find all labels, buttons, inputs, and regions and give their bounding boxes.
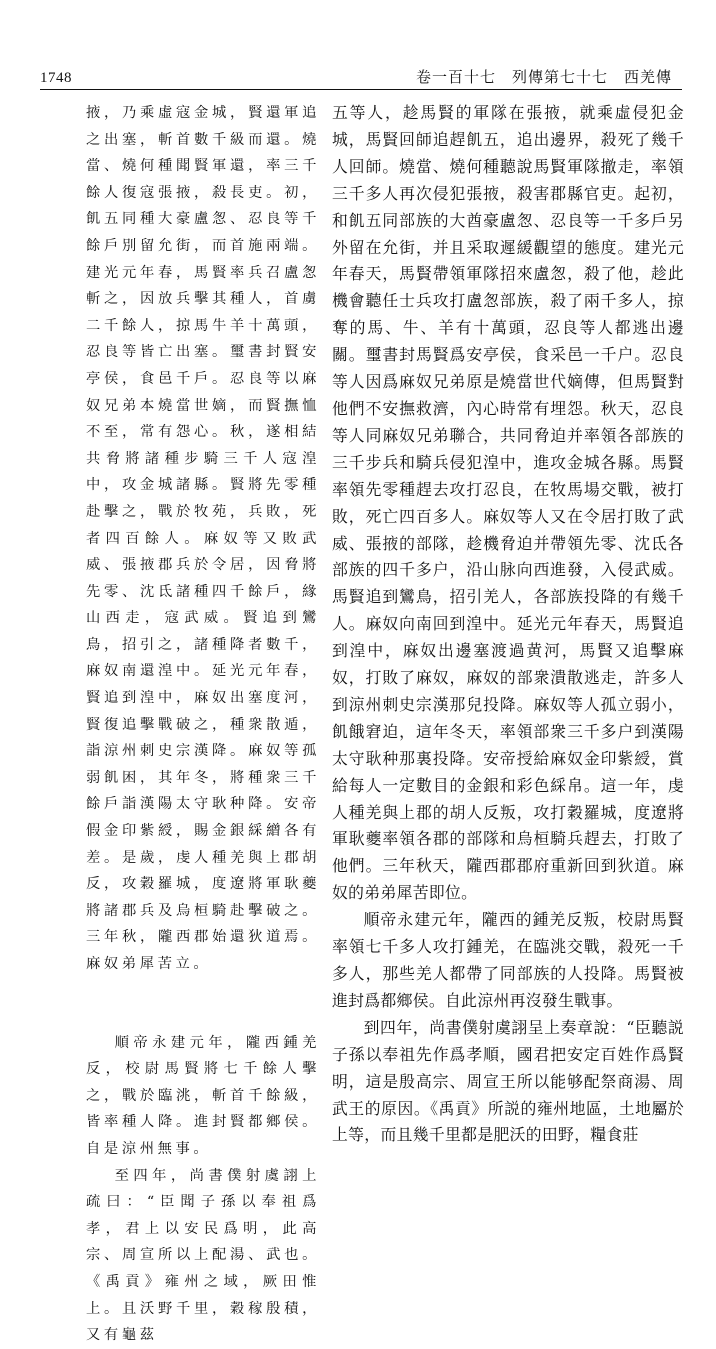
classical-paragraph-3: 至四年，尚書僕射虞詡上疏曰：“臣聞子孫以奉祖爲孝，君上以安民爲明，此高宗、周宣所以上配湯、武也。《禹貢》雍州之域，厥田惟上。且沃野千里，穀稼殷積，又有龜茲	[86, 1167, 320, 1344]
page-number: 1748	[40, 70, 72, 86]
translation-paragraph-2: 順帝永建元年，隴西的鍾羌反叛，校尉馬賢率領七千多人攻打鍾羌，在臨洮交戰，殺死一千多人，那些羌人都帶了同部族的人投降。馬賢被進封爲都鄉侯。自此涼州再沒發生戰事。	[332, 910, 684, 1010]
classical-paragraph-2: 順帝永建元年，隴西鍾羌反，校尉馬賢將七千餘人擊之，戰於臨洮，斬首千餘級，皆率種人降。進封賢都鄉侯。自是涼州無事。	[86, 1034, 320, 1157]
translation-text-column	[332, 100, 684, 1145]
classical-text-column	[86, 100, 320, 1344]
translation-paragraph-1: 五等人，趁馬賢的軍隊在張掖，就乘虛侵犯金城，馬賢回師追趕飢五，追出邊界，殺死了幾千人回師。燒當、燒何種聽說馬賢軍隊撤走，率領三千多人再次侵犯張掖，殺害郡縣官吏。起初，和飢五同部族的大酋豪盧怱、忍良等一千多戶另外留在允街，并且采取遲緩觀望的態度。建光元年春天，馬賢帶領軍隊招來盧怱，殺了他，趁此機會聽任士兵攻打盧怱部族，殺了兩千多人，掠奪的馬、牛、羊有十萬頭，忍良等人都逃出邊關。璽書封馬賢爲安亭侯，食采邑一千户。忍良等人因爲麻奴兄弟原是燒當世代嫡傳，但馬賢對他們不安撫救濟，內心時常有埋怨。秋天，忍良等人同麻奴兄弟聯合，共同脅迫并率領各部族的三千步兵和騎兵侵犯湟中，進攻金城各縣。馬賢率領先零種趕去攻打忍良，在牧馬場交戰，被打敗，死亡四百多人。麻奴等人又在令居打敗了武威、張掖的部隊，趁機脅迫并帶領先零、沈氐各部族的四千多户，沿山脉向西進發，入侵武威。馬賢追到鸞鳥，招引羌人，各部族投降的有幾千人。麻奴向南回到湟中。延光元年春天，馬賢追到湟中，麻奴出邊塞渡過黄河，馬賢又追擊麻奴，打敗了麻奴，麻奴的部衆潰散逃走，許多人到涼州刺史宗漢那兒投降。麻奴等人孤立弱小，飢餓窘迫，這年冬天，率領部衆三千多户到漢陽太守耿种那裏投降。安帝授給麻奴金印紫綬，賞給每人一定數目的金銀和彩色綵帛。這一年，虔人種羌與上郡的胡人反叛，攻打穀羅城，度遼將軍耿夔率領各郡的部隊和烏桓騎兵趕去，打敗了他們。三年秋天，隴西郡郡府重新回到狄道。麻奴的弟弟犀苦即位。	[332, 103, 684, 903]
running-title: 卷一百十七 列傳第七十七 西羌傳	[415, 68, 672, 86]
paragraph-gap	[86, 978, 320, 1030]
classical-paragraph-1: 掖，乃乘虛寇金城，賢還軍追之出塞，斬首數千級而還。燒當、燒何種聞賢軍還，率三千餘人復寇張掖，殺長吏。初，飢五同種大豪盧怱、忍良等千餘戶別留允街，而首施兩端。建光元年春，馬賢率兵召盧怱斬之，因放兵擊其種人，首虜二千餘人，掠馬牛羊十萬頭，忍良等皆亡出塞。璽書封賢安亭侯，食邑千戶。忍良等以麻奴兄弟本燒當世嫡，而賢撫恤不至，常有怨心。秋，遂相結共脅將諸種步騎三千人寇湟中，攻金城諸縣。賢將先零種赴擊之，戰於牧苑，兵敗，死者四百餘人。麻奴等又敗武威、張掖郡兵於令居，因脅將先零、沈氐諸種四千餘戶，緣山西走，寇武威。賢追到鸞鳥，招引之，諸種降者數千，麻奴南還湟中。延光元年春，賢追到湟中，麻奴出塞度河，賢復追擊戰破之，種衆散遁，詣涼州刺史宗漢降。麻奴等孤弱飢困，其年冬，將種衆三千餘戶詣漢陽太守耿种降。安帝假金印紫綬，賜金銀綵繒各有差。是歲，虔人種羌與上郡胡反，攻穀羅城，度遼將軍耿夔將諸郡兵及烏桓騎赴擊破之。三年秋，隴西郡始還狄道焉。麻奴弟犀苦立。	[86, 105, 320, 972]
header-divider	[40, 89, 682, 90]
translation-paragraph-3: 到四年，尚書僕射虞詡呈上奏章說：“臣聽説子孫以奉祖先作爲孝順，國君把安定百姓作爲賢明，這是殷高宗、周宣王所以能够配祭商湯、周武王的原因。《禹貢》所説的雍州地區，土地屬於上等，而且幾千里都是肥沃的田野，糧食莊	[332, 1017, 684, 1145]
